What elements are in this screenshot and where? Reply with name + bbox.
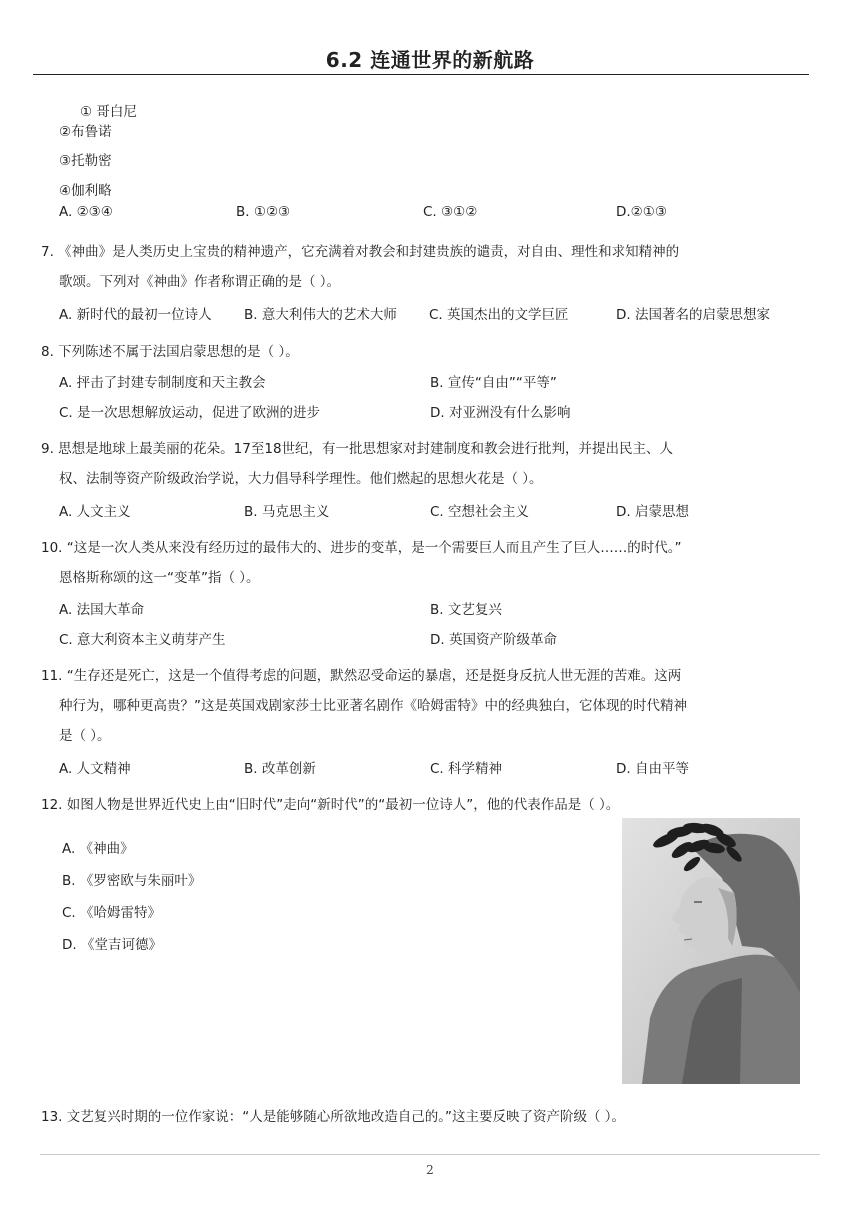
q10-line-2: 恩格斯称颂的这一“变革”指（ ）。 [59, 570, 260, 586]
footer-divider [40, 1154, 820, 1155]
q7-option-a: A. 新时代的最初一位诗人 [59, 307, 212, 323]
q8-option-c: C. 是一次思想解放运动，促进了欧洲的进步 [59, 405, 321, 421]
q10-option-d: D. 英国资产阶级革命 [430, 632, 557, 648]
page-number: 2 [426, 1163, 434, 1177]
q9-option-c: C. 空想社会主义 [430, 504, 530, 520]
q11-option-a: A. 人文精神 [59, 761, 131, 777]
q8-option-b: B. 宣传“自由”“平等” [430, 375, 557, 391]
q9-line-2: 权、法制等资产阶级政治学说，大力倡导科学理性。他们燃起的思想火花是（ ）。 [59, 471, 543, 487]
q7-line-2: 歌颂。下列对《神曲》作者称谓正确的是（ ）。 [59, 274, 341, 290]
title-rule [33, 74, 809, 75]
q12-option-b: B. 《罗密欧与朱丽叶》 [62, 873, 202, 889]
q11-line-3: 是（ ）。 [59, 728, 111, 744]
q7-option-b: B. 意大利伟大的艺术大师 [244, 307, 397, 323]
q6-item-3: ③托勒密 [59, 153, 112, 169]
q8-option-d: D. 对亚洲没有什么影响 [430, 405, 571, 421]
q11-line-2: 种行为，哪种更高贵？”这是英国戏剧家莎士比亚著名剧作《哈姆雷特》中的经典独白，它体现的时代精神 [59, 698, 687, 714]
q10-option-c: C. 意大利资本主义萌芽产生 [59, 632, 226, 648]
q11-line-1: 11. “生存还是死亡，这是一个值得考虑的问题，默然忍受命运的暴虐，还是挺身反抗人世无涯的苦难。这两 [41, 668, 682, 684]
q6-option-a: A. ②③④ [59, 204, 113, 220]
q6-option-d: D.②①③ [616, 204, 667, 220]
q12-line-1: 12. 如图人物是世界近代史上由“旧时代”走向“新时代”的“最初一位诗人”，他的代表作品是（ ）。 [41, 797, 620, 813]
q11-option-b: B. 改革创新 [244, 761, 316, 777]
q12-option-d: D. 《堂吉诃德》 [62, 937, 162, 953]
q9-option-a: A. 人文主义 [59, 504, 131, 520]
q10-option-a: A. 法国大革命 [59, 602, 145, 618]
q7-line-1: 7. 《神曲》是人类历史上宝贵的精神遗产，它充满着对教会和封建贵族的谴责，对自由、理性和求知精神的 [41, 244, 680, 260]
q9-option-b: B. 马克思主义 [244, 504, 330, 520]
q6-option-b: B. ①②③ [236, 204, 291, 220]
q12-option-c: C. 《哈姆雷特》 [62, 905, 162, 921]
q6-item-4: ④伽利略 [59, 183, 112, 199]
q7-option-c: C. 英国杰出的文学巨匠 [429, 307, 569, 323]
dante-portrait-image [622, 818, 800, 1084]
q8-option-a: A. 抨击了封建专制制度和天主教会 [59, 375, 266, 391]
q10-option-b: B. 文艺复兴 [430, 602, 502, 618]
page-title: 6.2 连通世界的新航路 [325, 48, 535, 72]
q6-option-c: C. ③①② [423, 204, 478, 220]
q13-line-1: 13. 文艺复兴时期的一位作家说：“人是能够随心所欲地改造自己的。”这主要反映了资产阶级（ ）。 [41, 1109, 626, 1125]
q11-option-c: C. 科学精神 [430, 761, 503, 777]
q6-item-2: ②布鲁诺 [59, 124, 112, 140]
q10-line-1: 10. “这是一次人类从来没有经历过的最伟大的、进步的变革，是一个需要巨人而且产生了巨人……的时代。” [41, 540, 682, 556]
q12-option-a: A. 《神曲》 [62, 841, 134, 857]
q11-option-d: D. 自由平等 [616, 761, 689, 777]
q8-line-1: 8. 下列陈述不属于法国启蒙思想的是（ ）。 [41, 344, 299, 360]
q7-option-d: D. 法国著名的启蒙思想家 [616, 307, 770, 323]
q9-option-d: D. 启蒙思想 [616, 504, 689, 520]
q9-line-1: 9. 思想是地球上最美丽的花朵。17至18世纪，有一批思想家对封建制度和教会进行批判，并提出民主、人 [41, 441, 674, 457]
q6-item-1: ① 哥白尼 [80, 104, 137, 120]
